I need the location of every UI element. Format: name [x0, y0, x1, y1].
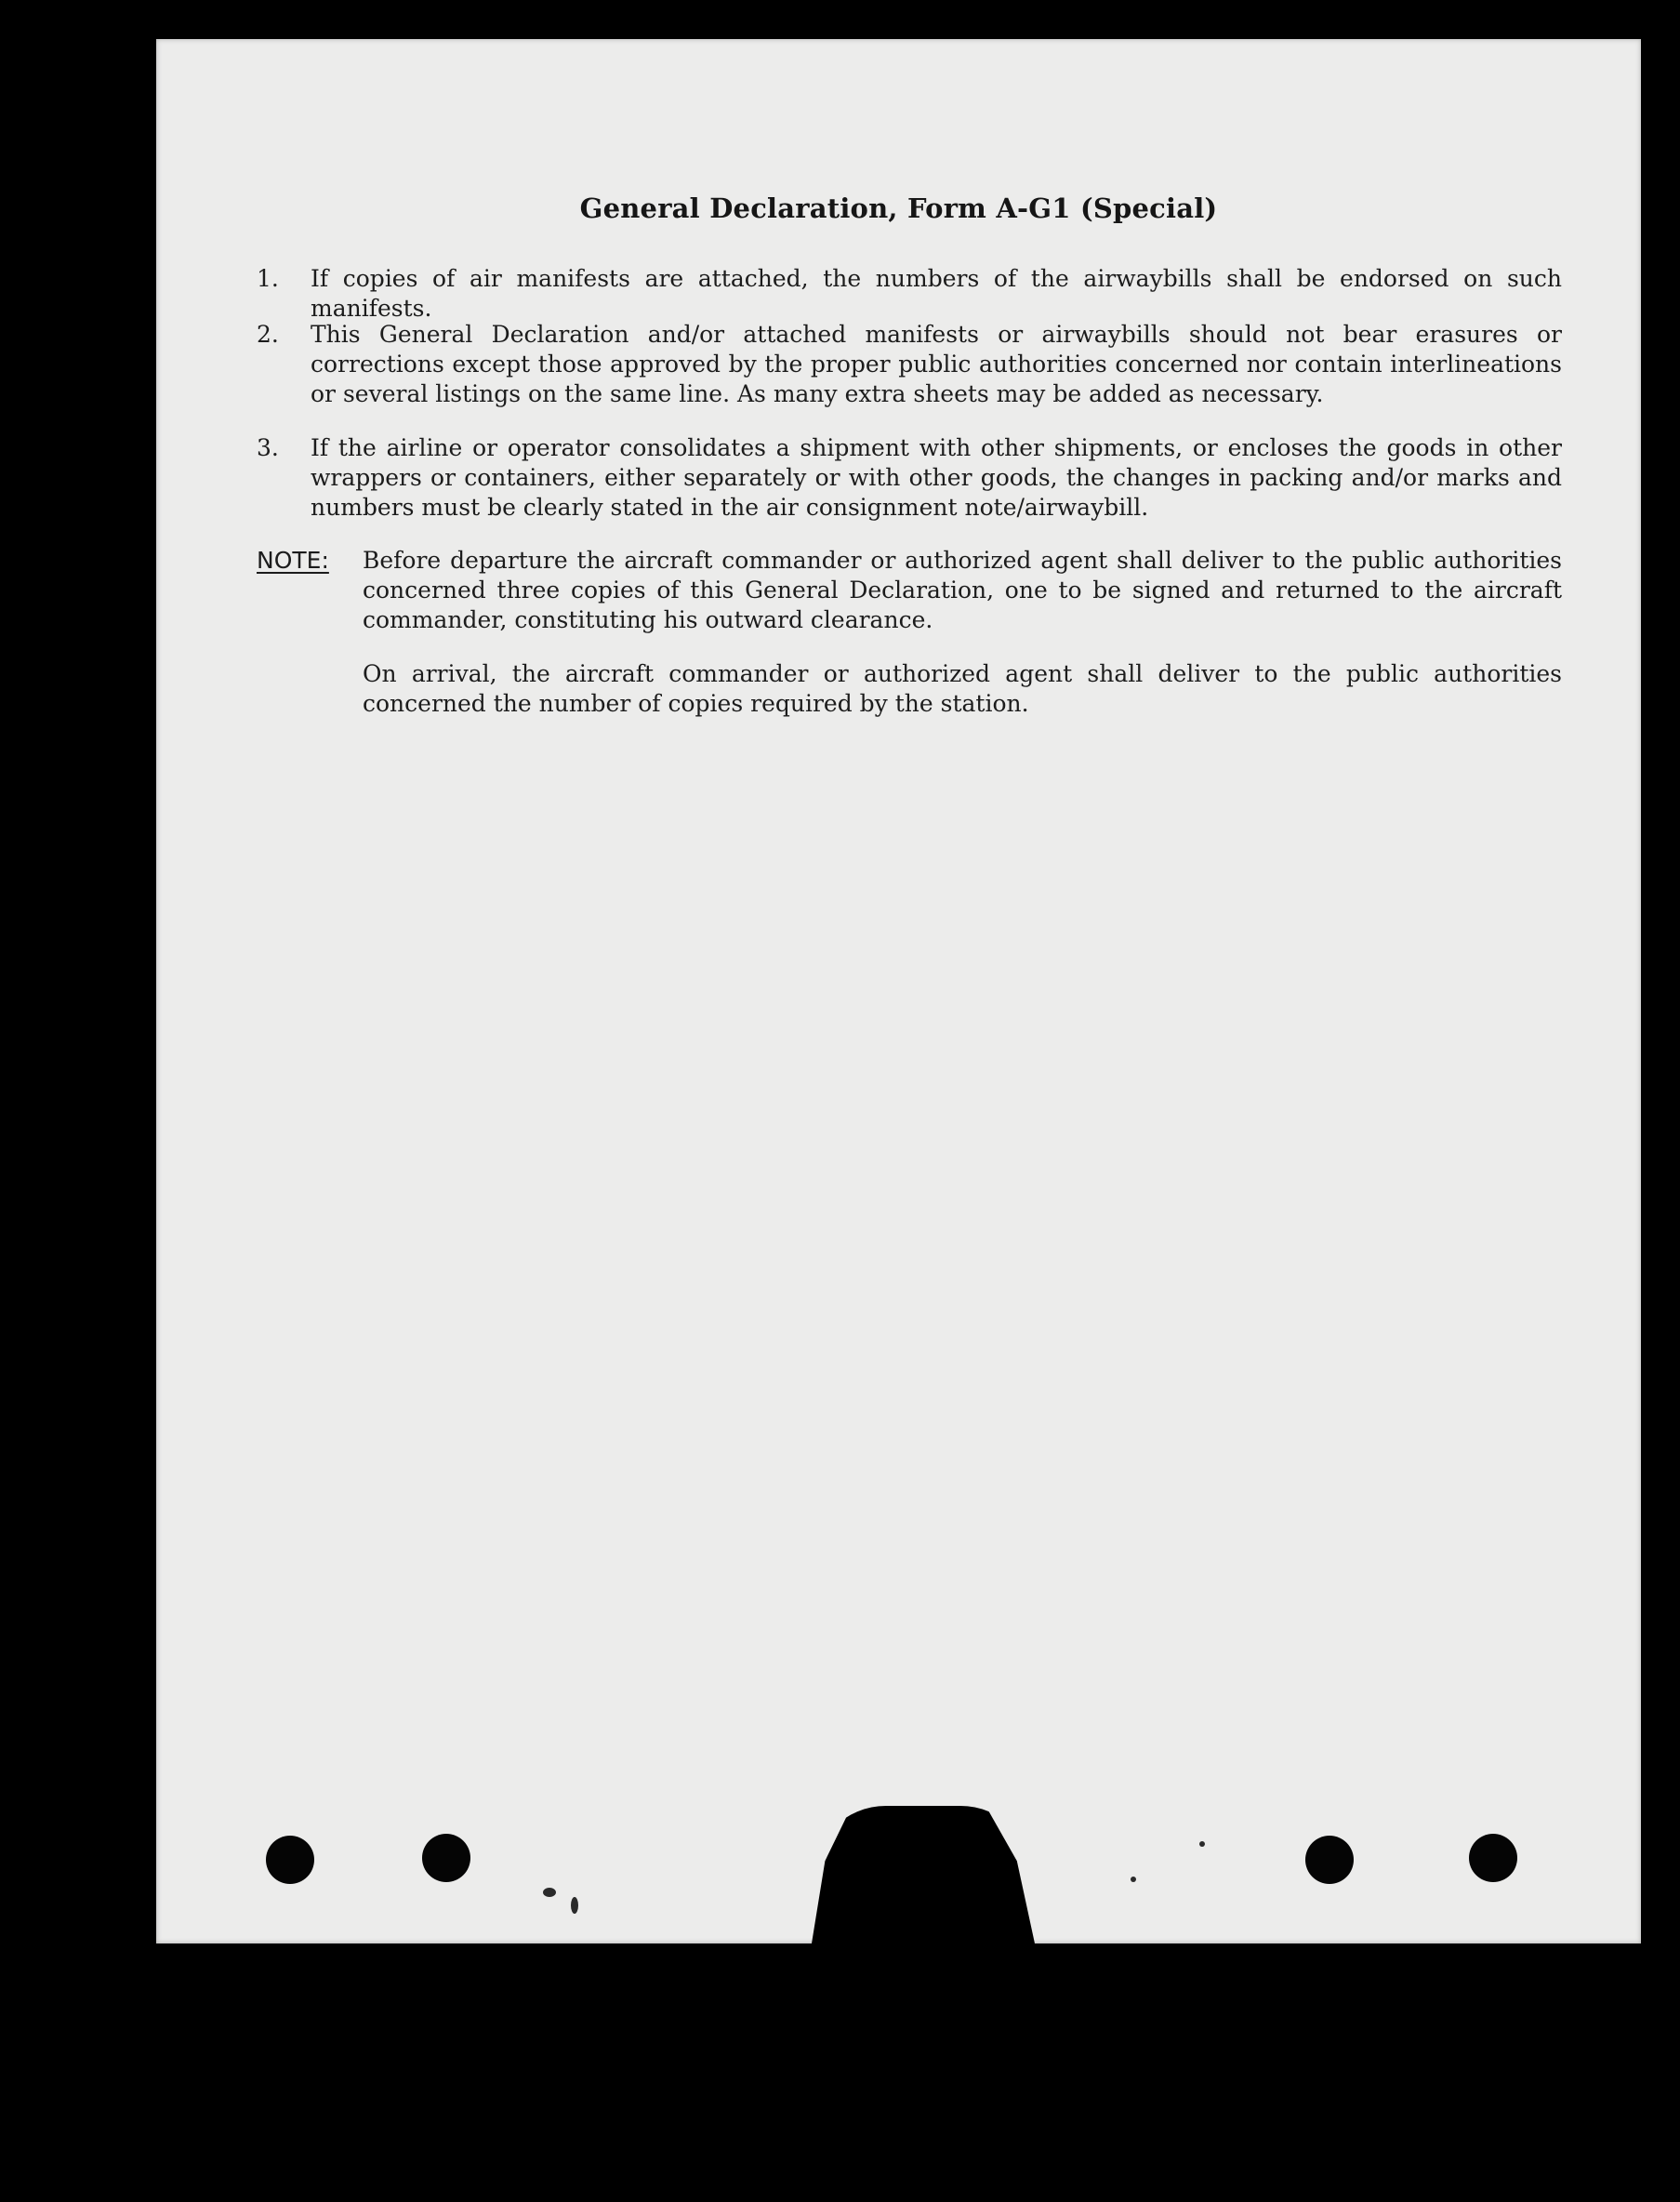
punch-hole: [422, 1834, 470, 1882]
item-text: If copies of air manifests are attached, the numbers of the airwaybills shall be endorsed on such manifests.: [311, 265, 1562, 322]
item-number: 3.: [257, 434, 279, 461]
note-section: [257, 546, 1562, 719]
page-tear: [812, 1806, 1035, 1943]
item-text: If the airline or operator consolidates a shipment with other shipments, or encloses the goods in other wrappers or containers, either separately or with other goods, the changes in packing and/or marks and numbers must be clearly stated in the air consignment note/airwaybill.: [311, 434, 1562, 521]
note-paragraph-2: On arrival, the aircraft commander or authorized agent shall deliver to the public authorities concerned the number of copies required by the station.: [363, 660, 1562, 717]
instruction-item-1: [257, 264, 1562, 324]
item-number: 2.: [257, 321, 279, 348]
form-title: General Declaration, Form A-G1 (Special): [579, 192, 1218, 224]
punch-hole: [1305, 1836, 1354, 1884]
speck: [543, 1888, 556, 1897]
item-text: This General Declaration and/or attached manifests or airwaybills should not bear erasures or corrections except those approved by the proper public authorities concerned nor contain interlineations or several listings on the same line. As many extra sheets may be added as necessary.: [311, 321, 1562, 407]
document-page: [156, 39, 1641, 1943]
speck: [571, 1897, 578, 1914]
punch-hole: [1469, 1834, 1517, 1882]
speck: [1199, 1841, 1205, 1847]
note-paragraph-1: Before departure the aircraft commander or authorized agent shall deliver to the public authorities concerned three copies of this General Declaration, one to be signed and returned to the aircraft commander, constituting his outward clearance.: [363, 547, 1562, 633]
speck: [1131, 1877, 1136, 1882]
note-label: NOTE:: [257, 547, 329, 574]
item-number: 1.: [257, 265, 279, 292]
instruction-item-3: [257, 433, 1562, 523]
instruction-item-2: [257, 320, 1562, 409]
punch-hole: [266, 1836, 314, 1884]
